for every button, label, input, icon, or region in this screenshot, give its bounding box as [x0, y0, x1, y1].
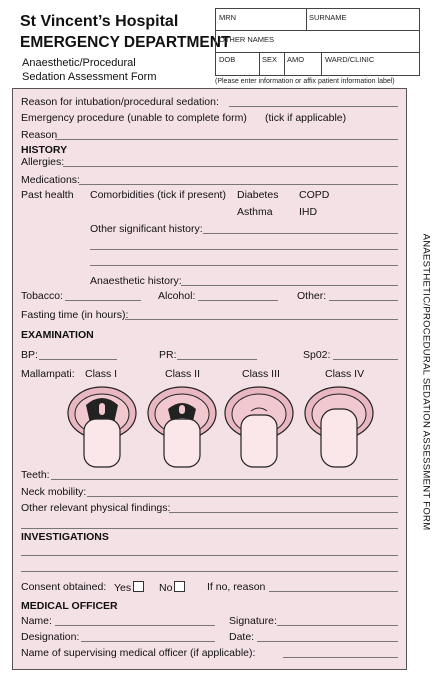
side-label-text: ANAESTHETIC/PROCEDURAL SEDATION ASSESSMENT FORM: [420, 233, 432, 531]
history-heading: HISTORY: [21, 144, 68, 156]
neck-mobility-label: Neck mobility:: [21, 486, 87, 498]
pr-line[interactable]: [177, 359, 257, 360]
teeth-line[interactable]: [51, 479, 398, 480]
mallampati-class-4-label: Class IV: [325, 368, 365, 380]
alcohol-line[interactable]: [198, 300, 278, 301]
asthma-checkbox[interactable]: Asthma: [237, 206, 273, 218]
assessment-form: [12, 88, 407, 670]
reason-intubation-line[interactable]: [229, 106, 398, 107]
other-findings-label: Other relevant physical findings:: [21, 502, 171, 514]
mallampati-class-1-illustration: [66, 385, 138, 469]
date-line[interactable]: [257, 641, 398, 642]
consent-yes-label: Yes: [114, 582, 132, 594]
past-health-label: Past health: [21, 189, 74, 201]
bp-label: BP:: [21, 349, 38, 361]
form-title: Anaesthetic/Procedural Sedation Assessment Form: [22, 57, 157, 83]
investigations-line[interactable]: [21, 555, 398, 556]
mallampati-class-4-illustration: [303, 385, 375, 469]
ward-field[interactable]: WARD/CLINIC: [325, 55, 375, 64]
designation-line[interactable]: [81, 641, 215, 642]
allergies-line[interactable]: [63, 166, 398, 167]
mallampati-class-2-label: Class II: [165, 368, 201, 380]
surname-field[interactable]: SURNAME: [309, 13, 347, 22]
consent-no-checkbox[interactable]: [174, 581, 185, 592]
bp-line[interactable]: [39, 359, 117, 360]
comorbidities-label: Comorbidities (tick if present): [90, 189, 226, 201]
divider: [306, 9, 307, 30]
fasting-time-label: Fasting time (in hours):: [21, 309, 129, 321]
consent-yes-option[interactable]: [114, 581, 144, 595]
reason-label: Reason: [21, 129, 58, 141]
divider: [259, 52, 260, 76]
tobacco-label: Tobacco:: [21, 290, 64, 302]
medications-line[interactable]: [79, 184, 398, 185]
fasting-time-line[interactable]: [125, 319, 398, 320]
diabetes-checkbox[interactable]: Diabetes: [237, 189, 279, 201]
anaesthetic-history-label: Anaesthetic history:: [90, 275, 182, 287]
examination-heading: EXAMINATION: [21, 329, 94, 341]
other-significant-history-label: Other significant history:: [90, 223, 203, 235]
divider: [321, 52, 322, 76]
neck-mobility-line[interactable]: [87, 496, 398, 497]
mallampati-class-2-illustration: [146, 385, 218, 469]
sex-field[interactable]: SEX: [262, 55, 278, 64]
other-line[interactable]: [329, 300, 398, 301]
pr-label: PR:: [159, 349, 177, 361]
side-label: [419, 232, 433, 532]
reason-intubation-label: Reason for intubation/procedural sedation:: [21, 96, 219, 108]
mallampati-class-3-illustration: [223, 385, 295, 469]
teeth-label: Teeth:: [21, 469, 50, 481]
consent-label: Consent obtained:: [21, 581, 107, 593]
if-no-reason-label: If no, reason: [207, 581, 266, 593]
other-history-line[interactable]: [90, 249, 398, 250]
other-history-line[interactable]: [203, 233, 398, 234]
spo2-line[interactable]: [333, 359, 398, 360]
other-history-line[interactable]: [90, 265, 398, 266]
investigations-line[interactable]: [21, 571, 398, 572]
copd-checkbox[interactable]: COPD: [299, 189, 330, 201]
if-no-reason-line[interactable]: [269, 591, 398, 592]
ihd-checkbox[interactable]: IHD: [299, 206, 318, 218]
spo2-label: Sp02:: [303, 349, 331, 361]
alcohol-label: Alcohol:: [158, 290, 196, 302]
reason-line[interactable]: [55, 139, 398, 140]
officer-name-label: Name:: [21, 615, 52, 627]
other-findings-line[interactable]: [169, 512, 398, 513]
medications-label: Medications:: [21, 174, 80, 186]
mallampati-class-3-label: Class III: [242, 368, 280, 380]
consent-yes-checkbox[interactable]: [133, 581, 144, 592]
divider: [284, 52, 285, 76]
divider: [216, 52, 419, 53]
mallampati-label: Mallampati:: [21, 368, 75, 380]
hospital-name: St Vincent’s Hospital: [20, 13, 179, 30]
officer-name-line[interactable]: [55, 625, 215, 626]
patient-label-note: (Please enter information or affix patient information label): [215, 78, 395, 85]
amo-field[interactable]: AMO: [287, 55, 305, 64]
anaesthetic-history-line[interactable]: [181, 285, 398, 286]
patient-info-box: [215, 8, 420, 76]
signature-line[interactable]: [277, 625, 398, 626]
tobacco-line[interactable]: [65, 300, 141, 301]
investigations-heading: INVESTIGATIONS: [21, 531, 109, 543]
other-findings-line[interactable]: [21, 528, 398, 529]
mallampati-class-1-label: Class I: [85, 368, 118, 380]
signature-label: Signature:: [229, 615, 277, 627]
supervising-officer-label: Name of supervising medical officer (if applicable):: [21, 647, 256, 659]
department-name: EMERGENCY DEPARTMENT: [20, 34, 231, 51]
allergies-label: Allergies:: [21, 156, 65, 168]
other-names-field[interactable]: OTHER NAMES: [219, 35, 275, 44]
supervising-officer-line[interactable]: [283, 657, 398, 658]
consent-no-option[interactable]: [159, 581, 185, 595]
designation-label: Designation:: [21, 631, 80, 643]
tick-if-applicable-label: (tick if applicable): [265, 112, 347, 124]
divider: [216, 30, 419, 31]
emergency-procedure-label: Emergency procedure (unable to complete form): [21, 112, 247, 124]
dob-field[interactable]: DOB: [219, 55, 236, 64]
mrn-field[interactable]: MRN: [219, 13, 237, 22]
medical-officer-heading: MEDICAL OFFICER: [21, 600, 118, 612]
other-label: Other:: [297, 290, 327, 302]
consent-no-label: No: [159, 582, 173, 594]
date-label: Date:: [229, 631, 255, 643]
